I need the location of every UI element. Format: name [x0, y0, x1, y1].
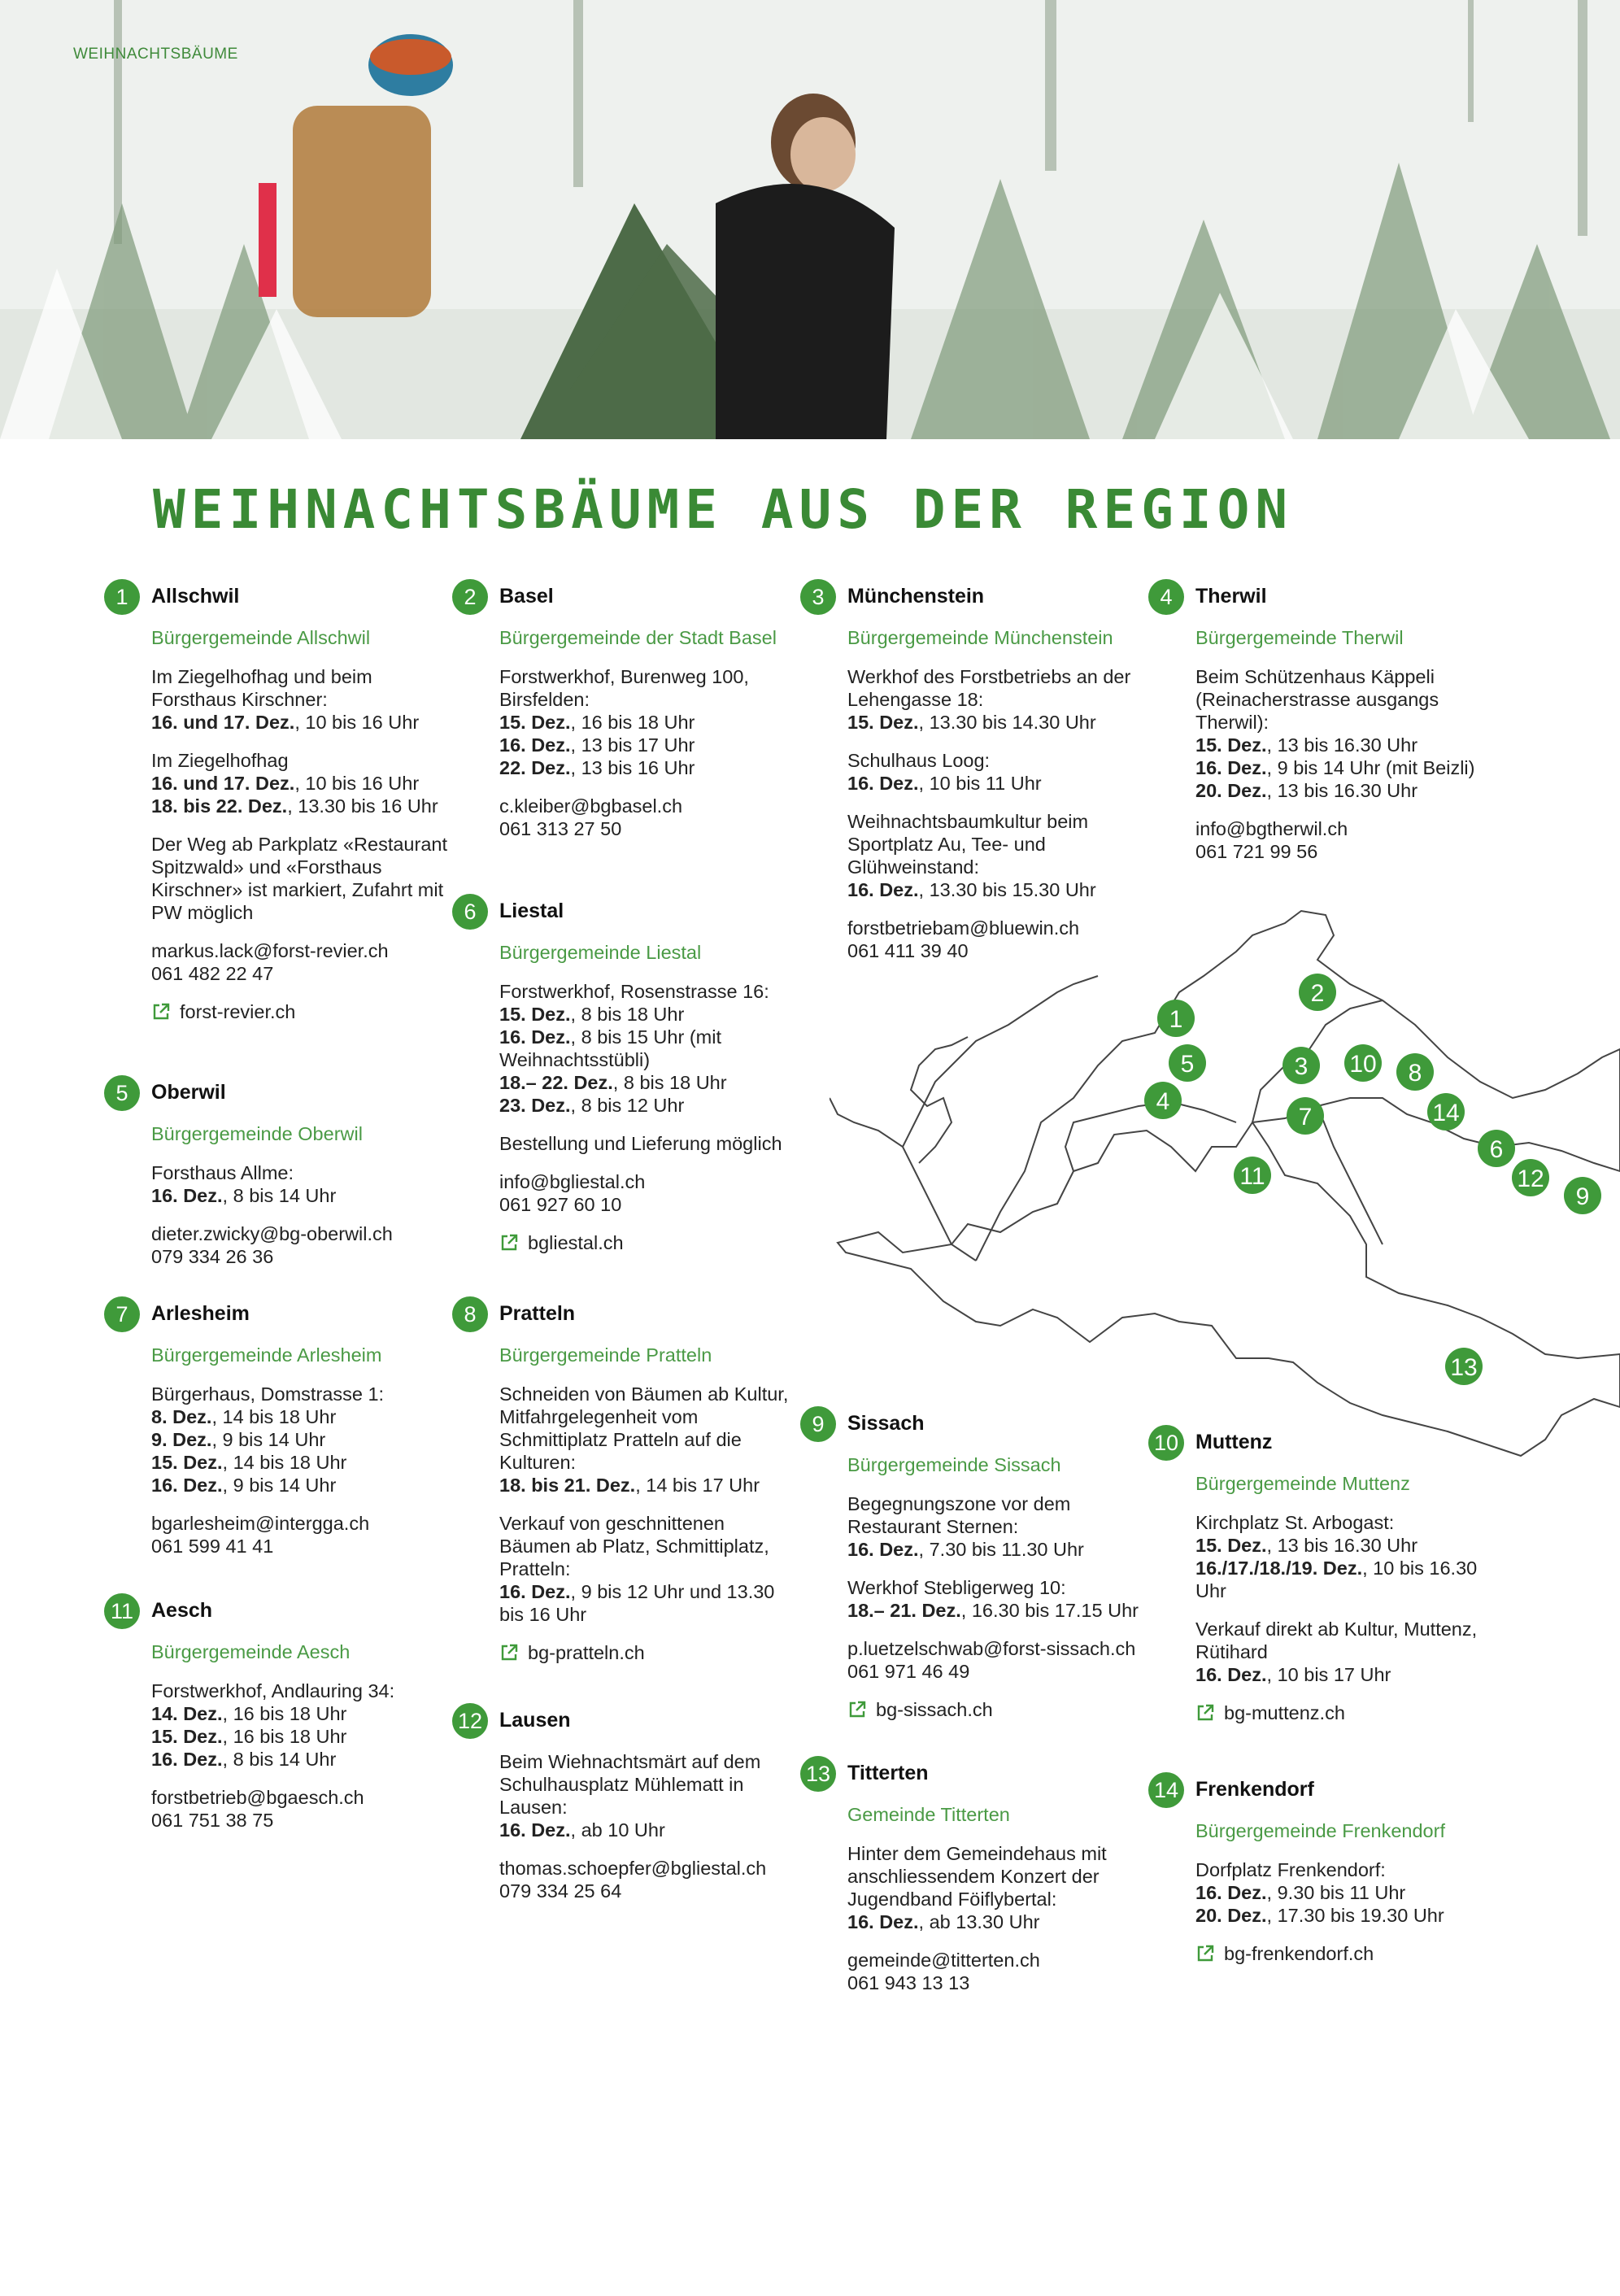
external-link-icon: [1195, 1944, 1215, 1963]
schedule-text: , 13 bis 16 Uhr: [570, 757, 695, 778]
map-markers: [1144, 974, 1601, 1385]
website-link-text[interactable]: bg-pratteln.ch: [528, 1642, 645, 1663]
date-label: 18. bis 22. Dez.: [151, 795, 288, 817]
schedule-text: , 9 bis 14 Uhr: [211, 1429, 326, 1450]
external-link-icon: [499, 1233, 519, 1253]
contact-email[interactable]: info@bgtherwil.ch: [1195, 818, 1348, 839]
map-marker-4: [1144, 1082, 1182, 1119]
map-marker-12: [1512, 1159, 1549, 1196]
contact-phone: 061 599 41 41: [151, 1536, 274, 1557]
map-marker-10: [1344, 1044, 1382, 1082]
number-badge: 5: [104, 1075, 140, 1111]
contact-email[interactable]: gemeinde@titterten.ch: [847, 1950, 1040, 1971]
entry-pratteln: [464, 1301, 800, 1680]
organisation: Bürgergemeinde Frenkendorf: [1195, 1820, 1445, 1841]
entry-basel: [464, 584, 800, 856]
website-link-text[interactable]: bg-muttenz.ch: [1224, 1702, 1345, 1723]
contact-phone: 061 313 27 50: [499, 818, 622, 839]
entry-titterten: [805, 1761, 1148, 2010]
schedule-text: Bürgerhaus, Domstrasse 1:: [151, 1383, 385, 1405]
entry-arlesheim: [115, 1301, 452, 1573]
town-name: Pratteln: [499, 1302, 576, 1325]
schedule-block: [847, 665, 1148, 734]
map-marker-label: 5: [1180, 1051, 1195, 1078]
map-marker-label: 14: [1432, 1100, 1460, 1126]
date-label: 16. Dez.: [499, 1026, 571, 1048]
entry-oberwil: [115, 1080, 452, 1283]
schedule-block: [847, 1576, 1148, 1622]
entry-therwil: [1160, 584, 1496, 878]
website-link[interactable]: [499, 1641, 800, 1664]
schedule-text: , 16.30 bis 17.15 Uhr: [960, 1600, 1139, 1621]
map-marker-label: 10: [1349, 1051, 1377, 1078]
map-marker-3: [1282, 1047, 1320, 1084]
schedule-text: , ab 10 Uhr: [570, 1819, 665, 1841]
date-label: 16. Dez.: [151, 1475, 223, 1496]
contact-email[interactable]: thomas.schoepfer@bgliestal.ch: [499, 1858, 767, 1879]
schedule-text: , 10 bis 11 Uhr: [918, 773, 1042, 794]
number-badge: 14: [1148, 1772, 1184, 1808]
schedule-text: Beim Schützenhaus Käppeli (Reinacherstrasse ausgangs Therwil):: [1195, 666, 1439, 733]
town-name: Muttenz: [1195, 1431, 1273, 1453]
date-label: 15. Dez.: [151, 1726, 223, 1747]
map-marker-7: [1287, 1097, 1324, 1135]
contact-block: [1195, 817, 1496, 863]
website-link[interactable]: [1195, 1701, 1496, 1724]
external-link-icon: [151, 1002, 171, 1022]
website-link[interactable]: [1195, 1942, 1496, 1965]
schedule-text: , 7.30 bis 11.30 Uhr: [918, 1539, 1084, 1560]
number-badge: 1: [104, 579, 140, 615]
organisation: Bürgergemeinde Muttenz: [1195, 1473, 1410, 1494]
schedule-text: , 8 bis 15 Uhr (mit Weihnachtsstübli): [499, 1026, 721, 1070]
map-marker-6: [1478, 1130, 1515, 1167]
contact-block: [151, 1786, 452, 1832]
schedule-text: , 8 bis 18 Uhr: [612, 1072, 727, 1093]
schedule-block: [1195, 665, 1496, 802]
page-title: WEIHNACHTSBÄUME AUS DER REGION: [153, 478, 1294, 541]
schedule-block: [151, 833, 452, 924]
date-label: 16. Dez.: [151, 1749, 223, 1770]
map-marker-label: 11: [1239, 1163, 1265, 1190]
entry-aesch: [110, 1598, 452, 1847]
contact-block: [151, 1222, 452, 1268]
schedule-block: [1195, 1511, 1496, 1602]
schedule-text: , 13 bis 16.30 Uhr: [1266, 780, 1418, 801]
contact-email[interactable]: forstbetrieb@bgaesch.ch: [151, 1787, 364, 1808]
organisation: Bürgergemeinde Liestal: [499, 942, 702, 963]
schedule-text: , ab 13.30 Uhr: [918, 1911, 1040, 1932]
schedule-block: [151, 1161, 452, 1207]
date-label: 15. Dez.: [1195, 734, 1267, 756]
contact-email[interactable]: info@bgliestal.ch: [499, 1171, 646, 1192]
town-name: Liestal: [499, 900, 564, 922]
number-badge: 6: [452, 894, 488, 930]
external-link-icon: [499, 1643, 519, 1662]
schedule-text: Verkauf von geschnittenen Bäumen ab Platz, Schmittiplatz, Pratteln:: [499, 1513, 769, 1579]
schedule-text: Bestellung und Lieferung möglich: [499, 1133, 782, 1154]
schedule-text: Im Ziegelhofhag: [151, 750, 289, 771]
schedule-text: Weihnachtsbaumkultur beim Sportplatz Au, Tee- und Glühweinstand:: [847, 811, 1089, 878]
organisation: Bürgergemeinde Allschwil: [151, 627, 371, 648]
town-name: Therwil: [1195, 585, 1267, 608]
entry-liestal: [464, 899, 800, 1270]
contact-block: [847, 1949, 1148, 1994]
schedule-text: Der Weg ab Parkplatz «Restaurant Spitzwald» und «Forsthaus Kirschner» ist markiert, Zufahrt mit PW möglich: [151, 834, 447, 923]
contact-email[interactable]: c.kleiber@bgbasel.ch: [499, 795, 683, 817]
number-badge: 3: [800, 579, 836, 615]
website-link[interactable]: [847, 1698, 1148, 1721]
number-badge: 10: [1148, 1425, 1184, 1461]
contact-email[interactable]: bgarlesheim@intergga.ch: [151, 1513, 370, 1534]
schedule-block: [151, 749, 452, 817]
town-name: Arlesheim: [151, 1302, 250, 1325]
website-link[interactable]: [499, 1231, 800, 1254]
date-label: 15. Dez.: [847, 712, 919, 733]
schedule-text: , 9 bis 14 Uhr (mit Beizli): [1266, 757, 1475, 778]
website-link-text[interactable]: bgliestal.ch: [528, 1232, 624, 1253]
schedule-text: Forstwerkhof, Burenweg 100, Birsfelden:: [499, 666, 749, 710]
schedule-text: Hinter dem Gemeindehaus mit anschliessendem Konzert der Jugendband Föiflybertal:: [847, 1843, 1107, 1910]
contact-block: [499, 1170, 800, 1216]
date-label: 23. Dez.: [499, 1095, 571, 1116]
contact-email[interactable]: p.luetzelschwab@forst-sissach.ch: [847, 1638, 1136, 1659]
entry-allschwil: [115, 584, 452, 1039]
map-marker-8: [1396, 1053, 1434, 1091]
date-label: 16. Dez.: [847, 879, 919, 900]
contact-block: [499, 1857, 800, 1902]
contact-block: [151, 1512, 452, 1558]
schedule-text: Schulhaus Loog:: [847, 750, 991, 771]
town-name: Oberwil: [151, 1081, 226, 1104]
organisation: Bürgergemeinde Arlesheim: [151, 1344, 382, 1366]
schedule-block: [847, 749, 1148, 795]
schedule-block: [499, 1383, 800, 1497]
schedule-text: , 10 bis 16 Uhr: [294, 773, 420, 794]
map-marker-label: 12: [1517, 1165, 1544, 1192]
map-marker-14: [1427, 1093, 1465, 1131]
schedule-text: Kirchplatz St. Arbogast:: [1195, 1512, 1395, 1533]
map-outline: [838, 1122, 1620, 1456]
section-label: WEIHNACHTSBÄUME: [73, 46, 238, 63]
schedule-text: , 13.30 bis 16 Uhr: [287, 795, 438, 817]
schedule-text: , 9 bis 12 Uhr und 13.30 bis 16 Uhr: [499, 1581, 775, 1625]
organisation: Gemeinde Titterten: [847, 1804, 1010, 1825]
date-label: 16. Dez.: [1195, 1664, 1267, 1685]
schedule-text: , 9.30 bis 11 Uhr: [1266, 1882, 1406, 1903]
schedule-text: , 9 bis 14 Uhr: [222, 1475, 337, 1496]
contact-phone: 079 334 26 36: [151, 1246, 274, 1267]
schedule-text: Forsthaus Allme:: [151, 1162, 294, 1183]
map-marker-1: [1157, 1000, 1195, 1037]
schedule-block: [1195, 1618, 1496, 1686]
schedule-text: , 8 bis 12 Uhr: [570, 1095, 685, 1116]
schedule-block: [151, 1680, 452, 1771]
date-label: 16. Dez.: [847, 1911, 919, 1932]
contact-phone: 061 482 22 47: [151, 963, 274, 984]
date-label: 16. Dez.: [499, 1819, 571, 1841]
contact-phone: 061 751 38 75: [151, 1810, 274, 1831]
schedule-text: Schneiden von Bäumen ab Kultur, Mitfahrgelegenheit vom Schmittiplatz Pratteln auf die Kulturen:: [499, 1383, 789, 1473]
date-label: 16. Dez.: [1195, 757, 1267, 778]
date-label: 18. bis 21. Dez.: [499, 1475, 636, 1496]
map-marker-label: 2: [1310, 980, 1325, 1007]
contact-email[interactable]: markus.lack@forst-revier.ch: [151, 940, 389, 961]
number-badge: 8: [452, 1296, 488, 1332]
contact-phone: 061 943 13 13: [847, 1972, 970, 1993]
date-label: 15. Dez.: [499, 712, 571, 733]
schedule-block: [499, 1750, 800, 1841]
date-label: 8. Dez.: [151, 1406, 212, 1427]
map-marker-label: 7: [1298, 1104, 1313, 1131]
schedule-block: [151, 665, 452, 734]
town-name: Lausen: [499, 1709, 571, 1732]
map-marker-11: [1234, 1157, 1271, 1194]
organisation: Bürgergemeinde Therwil: [1195, 627, 1404, 648]
schedule-text: Werkhof Stebligerweg 10:: [847, 1577, 1066, 1598]
map-marker-5: [1169, 1044, 1206, 1082]
number-badge: 13: [800, 1756, 836, 1792]
schedule-text: , 13 bis 16.30 Uhr: [1266, 734, 1418, 756]
schedule-text: , 8 bis 14 Uhr: [222, 1185, 337, 1206]
map-marker-label: 6: [1489, 1136, 1504, 1163]
schedule-text: Beim Wiehnachtsmärt auf dem Schulhausplatz Mühlematt in Lausen:: [499, 1751, 761, 1818]
schedule-text: Forstwerkhof, Rosenstrasse 16:: [499, 981, 769, 1002]
map-marker-2: [1299, 974, 1336, 1011]
date-label: 16./17./18./19. Dez.: [1195, 1558, 1363, 1579]
contact-phone: 061 721 99 56: [1195, 841, 1318, 862]
map-marker-13: [1445, 1348, 1483, 1385]
region-map: [830, 903, 1620, 1488]
date-label: 22. Dez.: [499, 757, 571, 778]
schedule-text: , 8 bis 14 Uhr: [222, 1749, 337, 1770]
map-marker-label: 4: [1156, 1088, 1170, 1115]
schedule-text: Werkhof des Forstbetriebs an der Lehengasse 18:: [847, 666, 1131, 710]
number-badge: 7: [104, 1296, 140, 1332]
date-label: 15. Dez.: [151, 1452, 223, 1473]
schedule-text: , 10 bis 16 Uhr: [294, 712, 420, 733]
website-link-text[interactable]: forst-revier.ch: [180, 1001, 296, 1022]
date-label: 16. Dez.: [499, 1581, 571, 1602]
hero-illustration: [0, 0, 1620, 439]
external-link-icon: [1195, 1703, 1215, 1723]
contact-email[interactable]: forstbetriebam@bluewin.ch: [847, 917, 1080, 939]
schedule-text: Verkauf direkt ab Kultur, Muttenz, Rütihard: [1195, 1619, 1478, 1662]
contact-block: [151, 939, 452, 985]
number-badge: 9: [800, 1406, 836, 1442]
schedule-text: , 14 bis 17 Uhr: [635, 1475, 760, 1496]
town-name: Allschwil: [151, 585, 240, 608]
entry-frenkendorf: [1153, 1777, 1496, 1980]
schedule-block: [847, 810, 1148, 901]
town-name: Aesch: [151, 1599, 213, 1622]
schedule-text: Begegnungszone vor dem Restaurant Sternen:: [847, 1493, 1071, 1537]
town-name: Münchenstein: [847, 585, 985, 608]
date-label: 16. Dez.: [847, 773, 919, 794]
website-link[interactable]: [151, 1000, 452, 1023]
contact-phone: 061 927 60 10: [499, 1194, 622, 1215]
organisation: Bürgergemeinde der Stadt Basel: [499, 627, 777, 648]
contact-phone: 061 411 39 40: [847, 940, 969, 961]
schedule-text: , 17.30 bis 19.30 Uhr: [1266, 1905, 1444, 1926]
organisation: Bürgergemeinde Münchenstein: [847, 627, 1113, 648]
contact-email[interactable]: dieter.zwicky@bg-oberwil.ch: [151, 1223, 393, 1244]
schedule-text: , 16 bis 18 Uhr: [222, 1703, 347, 1724]
schedule-text: Forstwerkhof, Andlauring 34:: [151, 1680, 395, 1701]
date-label: 20. Dez.: [1195, 1905, 1267, 1926]
contact-block: [847, 1637, 1148, 1683]
schedule-text: , 13.30 bis 15.30 Uhr: [918, 879, 1096, 900]
entry-lausen: [457, 1708, 800, 1918]
schedule-text: , 16 bis 18 Uhr: [222, 1726, 347, 1747]
organisation: Bürgergemeinde Oberwil: [151, 1123, 363, 1144]
town-name: Titterten: [847, 1762, 929, 1784]
hero-photo: [0, 0, 1620, 439]
schedule-block: [499, 1132, 800, 1155]
map-marker-label: 8: [1408, 1060, 1422, 1087]
schedule-text: , 10 bis 17 Uhr: [1266, 1664, 1391, 1685]
external-link-icon: [847, 1700, 867, 1719]
schedule-block: [151, 1383, 452, 1497]
schedule-block: [499, 665, 800, 779]
number-badge: 11: [104, 1593, 140, 1629]
schedule-block: [1195, 1858, 1496, 1927]
schedule-text: , 13 bis 16.30 Uhr: [1266, 1535, 1418, 1556]
schedule-text: , 10 bis 16.30 Uhr: [1195, 1558, 1478, 1601]
schedule-text: , 14 bis 18 Uhr: [222, 1452, 347, 1473]
map-marker-label: 1: [1169, 1006, 1183, 1033]
schedule-text: , 14 bis 18 Uhr: [211, 1406, 337, 1427]
organisation: Bürgergemeinde Sissach: [847, 1454, 1061, 1475]
date-label: 9. Dez.: [151, 1429, 212, 1450]
map-marker-label: 13: [1450, 1354, 1478, 1381]
date-label: 15. Dez.: [1195, 1535, 1267, 1556]
schedule-text: , 13.30 bis 14.30 Uhr: [918, 712, 1096, 733]
town-name: Basel: [499, 585, 554, 608]
date-label: 16. Dez.: [847, 1539, 919, 1560]
schedule-text: Dorfplatz Frenkendorf:: [1195, 1859, 1386, 1880]
schedule-block: [847, 1842, 1148, 1933]
date-label: 16. Dez.: [1195, 1882, 1267, 1903]
schedule-block: [847, 1492, 1148, 1561]
date-label: 16. und 17. Dez.: [151, 712, 295, 733]
date-label: 15. Dez.: [499, 1004, 571, 1025]
website-link-text[interactable]: bg-sissach.ch: [876, 1699, 993, 1720]
date-label: 16. Dez.: [151, 1185, 223, 1206]
contact-phone: 061 971 46 49: [847, 1661, 970, 1682]
number-badge: 2: [452, 579, 488, 615]
map-marker-label: 9: [1575, 1183, 1590, 1210]
organisation: Bürgergemeinde Aesch: [151, 1641, 351, 1662]
map-marker-label: 3: [1294, 1053, 1309, 1080]
number-badge: 12: [452, 1703, 488, 1739]
schedule-text: Im Ziegelhofhag und beim Forsthaus Kirschner:: [151, 666, 372, 710]
organisation: Bürgergemeinde Pratteln: [499, 1344, 712, 1366]
website-link-text[interactable]: bg-frenkendorf.ch: [1224, 1943, 1374, 1964]
contact-phone: 079 334 25 64: [499, 1880, 622, 1902]
date-label: 18.– 21. Dez.: [847, 1600, 961, 1621]
date-label: 16. Dez.: [499, 734, 571, 756]
schedule-block: [499, 1512, 800, 1626]
town-name: Frenkendorf: [1195, 1778, 1314, 1801]
town-name: Sissach: [847, 1412, 925, 1435]
schedule-text: , 13 bis 17 Uhr: [570, 734, 695, 756]
date-label: 18.– 22. Dez.: [499, 1072, 613, 1093]
schedule-block: [499, 980, 800, 1117]
date-label: 14. Dez.: [151, 1703, 223, 1724]
date-label: 16. und 17. Dez.: [151, 773, 295, 794]
schedule-text: , 8 bis 18 Uhr: [570, 1004, 685, 1025]
map-marker-9: [1564, 1177, 1601, 1214]
contact-block: [499, 795, 800, 840]
schedule-text: , 16 bis 18 Uhr: [570, 712, 695, 733]
date-label: 20. Dez.: [1195, 780, 1267, 801]
number-badge: 4: [1148, 579, 1184, 615]
